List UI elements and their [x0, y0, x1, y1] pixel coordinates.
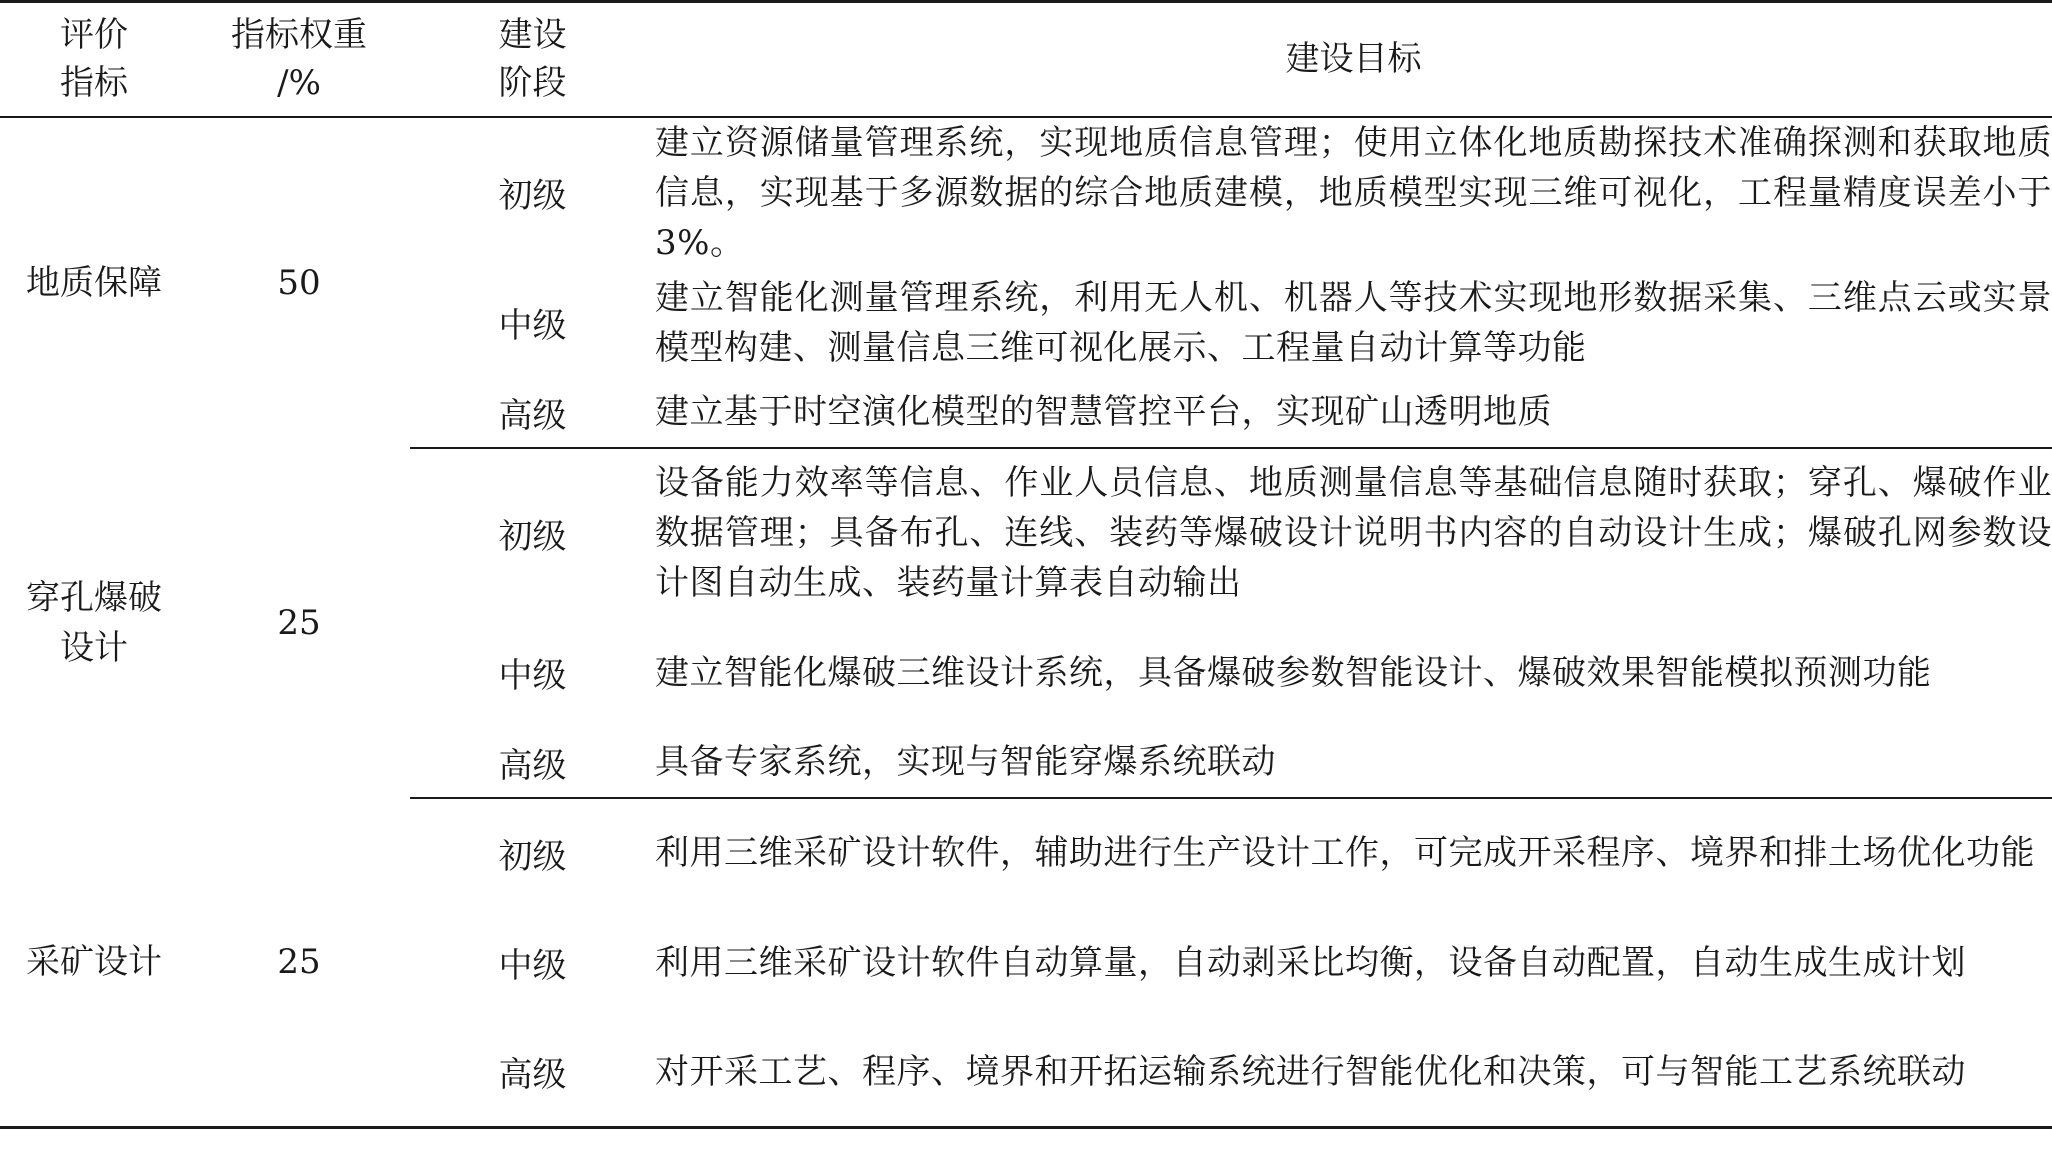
goal-cell: 建立智能化测量管理系统，利用无人机、机器人等技术实现地形数据采集、三维点云或实景模型构建、测量信息三维可视化展示、工程量自动计算等功能 — [655, 277, 2052, 368]
stage-cell: 中级 — [498, 946, 567, 986]
goal-cell: 建立基于时空演化模型的智慧管控平台，实现矿山透明地质 — [655, 378, 2052, 448]
stage-cell: 中级 — [498, 656, 567, 696]
indicator-cell: 地质保障 — [26, 262, 162, 303]
table-row — [0, 798, 2052, 908]
header-indicator: 评价 指标 — [0, 2, 188, 117]
header-row — [0, 2, 2052, 117]
goal-cell: 对开采工艺、程序、境界和开拓运输系统进行智能优化和决策，可与智能工艺系统联动 — [655, 1018, 2052, 1128]
table-row — [0, 117, 2052, 268]
weight-cell: 25 — [277, 602, 321, 643]
indicator-cell: 穿孔爆破 设计 — [26, 577, 162, 668]
stage-cell: 高级 — [410, 1018, 655, 1128]
header-goal: 建设目标 — [655, 2, 2052, 117]
stage-cell: 初级 — [498, 176, 567, 216]
header-stage: 建设 阶段 — [410, 2, 655, 117]
goal-cell: 设备能力效率等信息、作业人员信息、地质测量信息等基础信息随时获取；穿孔、爆破作业数据管理；具备布孔、连线、装药等爆破设计说明书内容的自动设计生成；爆破孔网参数设计图自动生成、装药量计算表自动输出 — [655, 463, 2052, 603]
goal-cell: 建立智能化爆破三维设计系统，具备爆破参数智能设计、爆破效果智能模拟预测功能 — [655, 652, 1932, 693]
header-weight: 指标权重 /% — [188, 2, 410, 117]
indicator-cell: 采矿设计 — [0, 798, 188, 1128]
stage-cell: 高级 — [410, 378, 655, 448]
table-row — [0, 448, 2052, 618]
goal-cell: 利用三维采矿设计软件自动算量，自动剥采比均衡，设备自动配置，自动生成生成计划 — [655, 942, 1966, 983]
stage-cell: 初级 — [498, 836, 567, 877]
goal-cell: 建立资源储量管理系统，实现地质信息管理；使用立体化地质勘探技术准确探测和获取地质信息，实现基于多源数据的综合地质建模，地质模型实现三维可视化，工程量精度误差小于 3%。 — [655, 122, 2052, 263]
weight-cell: 50 — [277, 262, 321, 303]
stage-cell: 初级 — [498, 516, 567, 557]
goal-cell: 利用三维采矿设计软件，辅助进行生产设计工作，可完成开采程序、境界和排土场优化功能 — [655, 833, 2035, 873]
stage-cell: 高级 — [410, 728, 655, 798]
stage-cell: 中级 — [498, 306, 567, 346]
goal-cell: 具备专家系统，实现与智能穿爆系统联动 — [655, 728, 2052, 798]
weight-cell: 25 — [188, 798, 410, 1128]
